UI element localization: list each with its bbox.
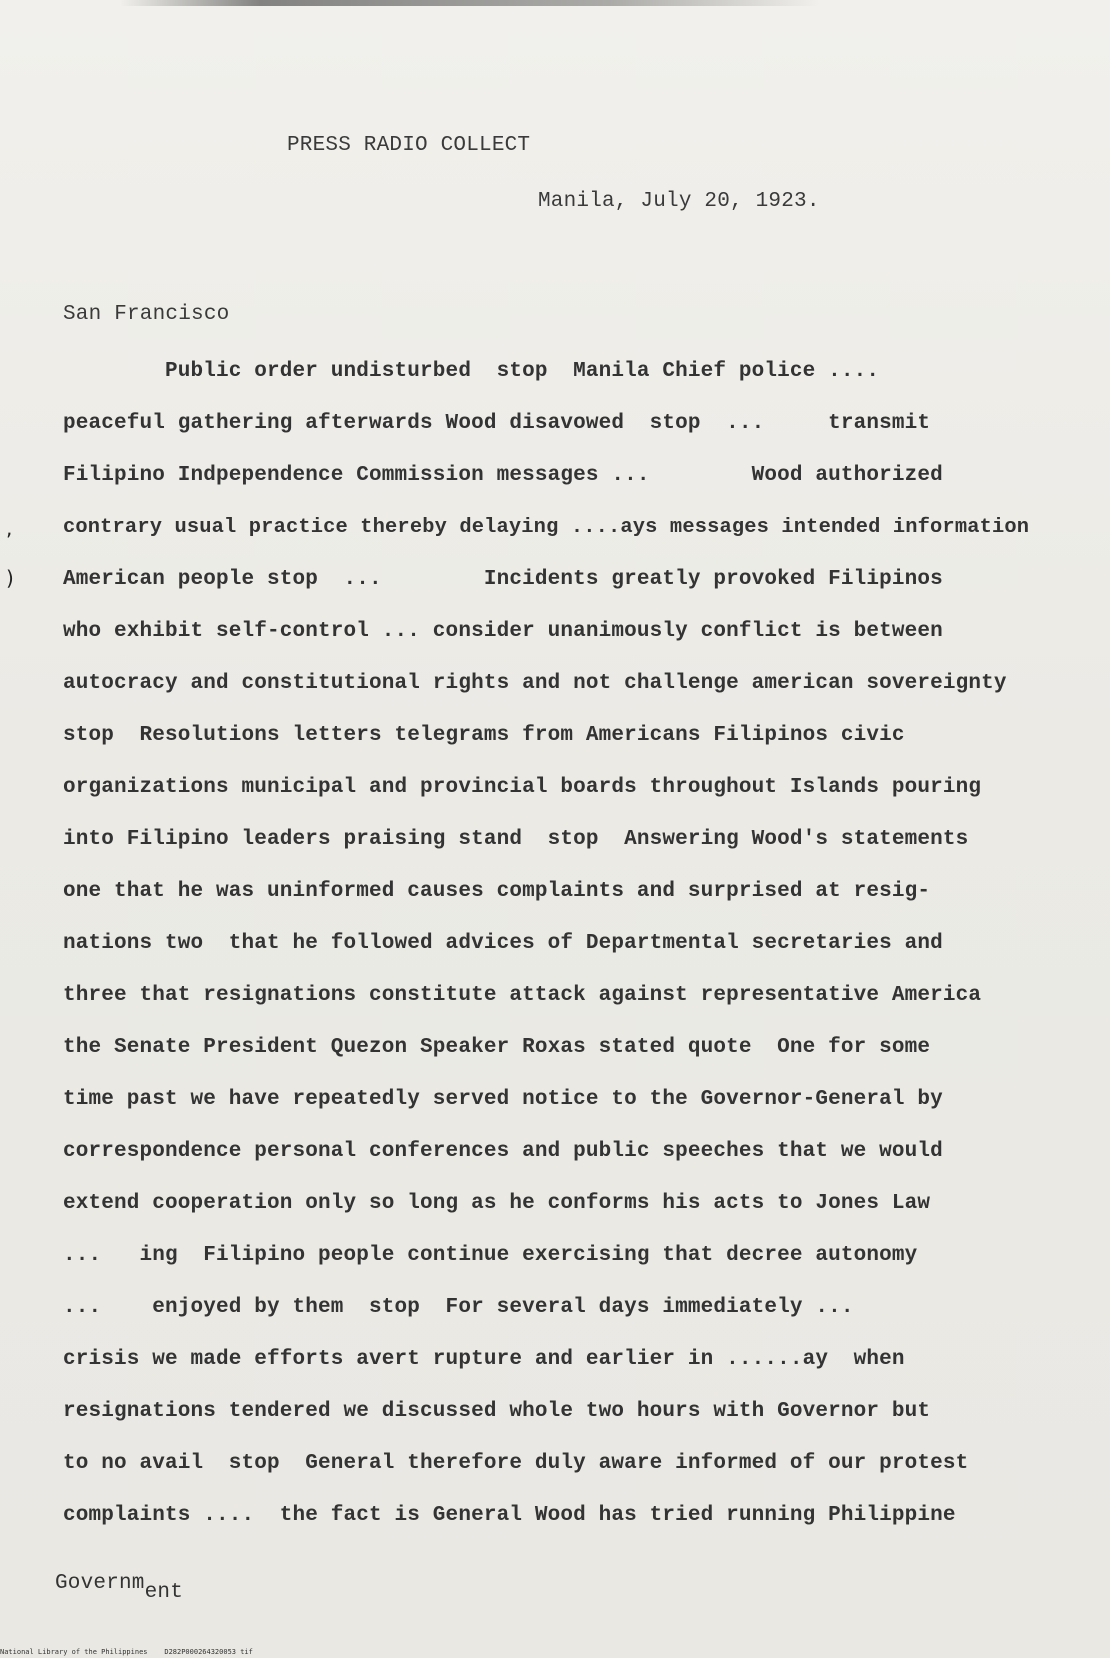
scan-edge-shadow	[120, 0, 820, 6]
body-line: correspondence personal conferences and public speeches that we would	[63, 1140, 943, 1163]
body-line: time past we have repeatedly served notice to the Governor-General by	[63, 1088, 943, 1111]
body-line: ... enjoyed by them stop For several days immediately ...	[63, 1296, 854, 1319]
body-line: extend cooperation only so long as he conforms his acts to Jones Law	[63, 1192, 931, 1215]
body-line: resignations tendered we discussed whole two hours with Governor but	[63, 1400, 931, 1423]
body-line: stop Resolutions letters telegrams from Americans Filipinos civic	[63, 724, 905, 747]
dateline: Manila, July 20, 1923.	[538, 190, 820, 213]
body-line: contrary usual practice thereby delaying ....ays messages intended information	[63, 516, 1030, 539]
body-line: one that he was uninformed causes complaints and surprised at resig-	[63, 880, 931, 903]
body-line: ... ing Filipino people continue exercising that decree autonomy	[63, 1244, 918, 1267]
body-line: to no avail stop General therefore duly aware informed of our protest	[63, 1452, 969, 1475]
margin-mark: )	[6, 566, 14, 590]
body-line: peaceful gathering afterwards Wood disavowed stop ... transmit	[63, 412, 931, 435]
body-line: who exhibit self-control ... consider unanimously conflict is between	[63, 620, 943, 643]
archive-footer: National Library of the Philippines D282P000264320053 tif	[0, 1648, 253, 1656]
body-line: crisis we made efforts avert rupture and earlier in ......ay when	[63, 1348, 905, 1371]
document-header: PRESS RADIO COLLECT	[287, 134, 531, 157]
body-line: American people stop ... Incidents greatly provoked Filipinos	[63, 568, 943, 591]
continuation-word	[55, 1572, 184, 1604]
continuation-word-part2: ent	[144, 1581, 184, 1604]
body-line: three that resignations constitute attack against representative America	[63, 984, 982, 1007]
body-line: autocracy and constitutional rights and not challenge american sovereignty	[63, 672, 1007, 695]
addressee: San Francisco	[63, 303, 230, 326]
body-line: the Senate President Quezon Speaker Roxas stated quote One for some	[63, 1036, 931, 1059]
body-line: Filipino Indpependence Commission messages ... Wood authorized	[63, 464, 943, 487]
body-line: organizations municipal and provincial boards throughout Islands pouring	[63, 776, 982, 799]
body-line: complaints .... the fact is General Wood has tried running Philippine	[63, 1504, 956, 1527]
continuation-word-part1: Governm	[55, 1572, 145, 1595]
body-line: nations two that he followed advices of Departmental secretaries and	[63, 932, 943, 955]
body-line: Public order undisturbed stop Manila Chief police ....	[63, 360, 880, 383]
body-line: into Filipino leaders praising stand stop Answering Wood's statements	[63, 828, 969, 851]
margin-mark: ,	[6, 516, 13, 540]
